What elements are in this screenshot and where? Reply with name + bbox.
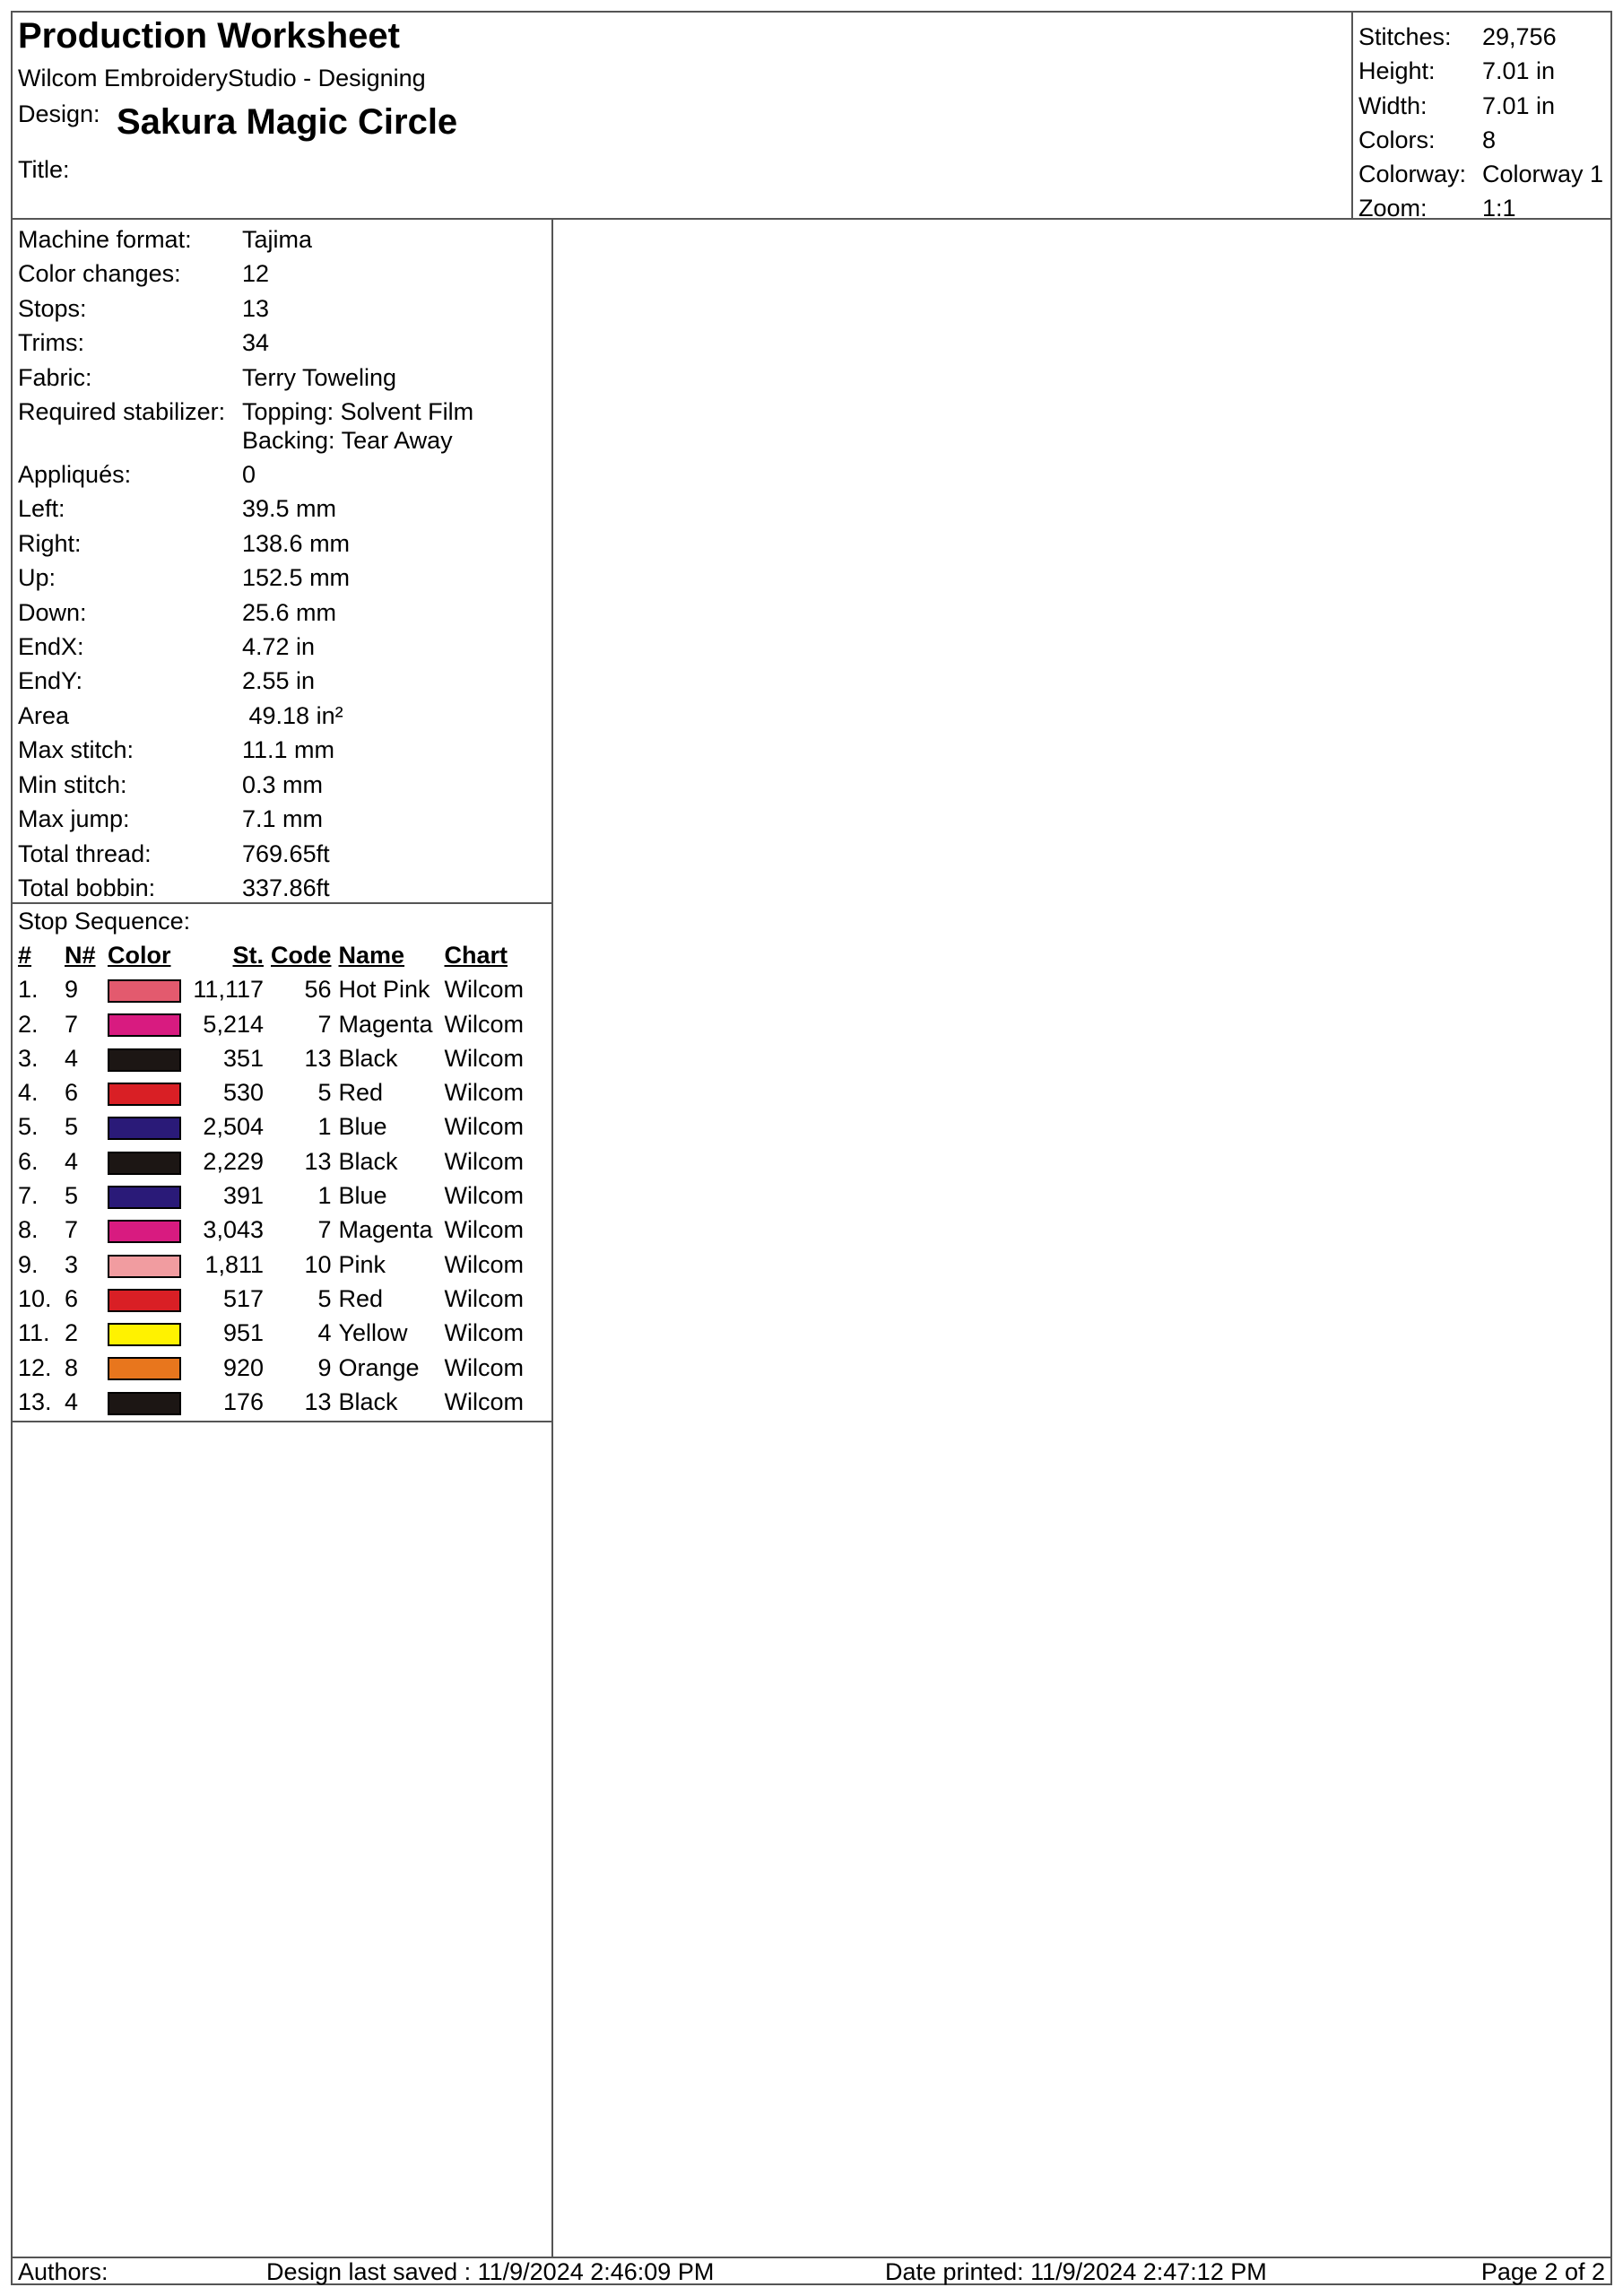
prop-label: Max jump:: [18, 805, 130, 833]
needle-number: 4: [65, 1147, 79, 1175]
stitch-count: 5,214: [203, 1010, 264, 1038]
thread-chart: Wilcom: [444, 1284, 524, 1312]
prop-label: Trims:: [18, 329, 84, 357]
stop-row: [16, 1075, 527, 1109]
col-header-color: Color: [108, 942, 171, 969]
worksheet-footer: [13, 2257, 1610, 2283]
color-swatch-cell: [104, 1007, 187, 1041]
prop-value: 34: [242, 329, 270, 357]
thread-chart: Wilcom: [444, 1250, 524, 1278]
stitch-count: 951: [222, 1319, 264, 1347]
footer-authors: Authors:: [18, 2258, 108, 2285]
stop-row: [16, 1213, 527, 1247]
prop-row: [13, 768, 551, 802]
prop-row: [13, 837, 551, 871]
stat-value: 8: [1482, 126, 1497, 153]
stop-row: [16, 972, 527, 1006]
stat-value: 1:1: [1482, 195, 1516, 222]
thread-name: Black: [338, 1044, 398, 1072]
prop-row: [13, 491, 551, 526]
stop-sequence-table: [16, 938, 527, 1419]
prop-row: [13, 257, 551, 291]
stitch-count: 3,043: [203, 1216, 264, 1244]
prop-value: 769.65ft: [242, 839, 330, 867]
color-swatch-cell: [104, 1178, 187, 1213]
stat-stitches: [1353, 20, 1610, 54]
thread-chart: Wilcom: [444, 1044, 524, 1072]
col-header-chart: Chart: [444, 942, 508, 969]
stop-index: 7.: [18, 1182, 39, 1210]
needle-number: 7: [65, 1010, 79, 1038]
stitch-count: 11,117: [193, 976, 264, 1004]
stop-index: 6.: [18, 1147, 39, 1175]
footer-last-saved: Design last saved : 11/9/2024 2:46:09 PM: [266, 2258, 715, 2285]
thread-name: Blue: [338, 1182, 387, 1210]
col-header-name: Name: [338, 942, 405, 969]
prop-label: Max stitch:: [18, 736, 135, 764]
prop-label: Color changes:: [18, 260, 181, 288]
col-header-stitches: St.: [232, 942, 264, 969]
needle-number: 5: [65, 1113, 79, 1141]
color-swatch: [108, 1323, 181, 1346]
prop-row: [13, 733, 551, 767]
stitch-count: 2,229: [203, 1147, 264, 1175]
prop-value: [242, 395, 551, 457]
color-swatch-cell: [104, 1282, 187, 1316]
thread-code: 13: [304, 1147, 332, 1175]
thread-code: 10: [304, 1250, 332, 1278]
color-swatch: [108, 1013, 181, 1037]
thread-name: Black: [338, 1147, 398, 1175]
stop-index: 1.: [18, 976, 39, 1004]
thread-chart: Wilcom: [444, 1147, 524, 1175]
prop-value: Terry Toweling: [242, 363, 397, 391]
prop-label: Required stabilizer:: [18, 398, 226, 426]
stat-value: 7.01 in: [1482, 57, 1556, 85]
design-label: Design:: [18, 100, 100, 127]
stat-colorway: [1353, 157, 1610, 191]
stat-label: Colors:: [1358, 126, 1436, 153]
color-swatch-cell: [104, 1385, 187, 1419]
stat-label: Stitches:: [1358, 23, 1452, 50]
prop-row: [13, 802, 551, 836]
stitch-count: 920: [222, 1353, 264, 1381]
prop-row: [13, 526, 551, 561]
prop-row: [13, 291, 551, 326]
thread-code: 4: [317, 1319, 332, 1347]
thread-name: Yellow: [338, 1319, 408, 1347]
stat-colors: [1353, 123, 1610, 157]
prop-row: [13, 361, 551, 395]
stat-value: 29,756: [1482, 23, 1557, 50]
color-swatch: [108, 1289, 181, 1312]
stop-row: [16, 1316, 527, 1350]
thread-chart: Wilcom: [444, 976, 524, 1004]
stop-table-header: [16, 938, 527, 972]
design-name: Sakura Magic Circle: [117, 102, 458, 142]
thread-chart: Wilcom: [444, 1079, 524, 1107]
prop-label: Left:: [18, 495, 65, 523]
stitch-count: 530: [222, 1079, 264, 1107]
thread-name: Orange: [338, 1353, 420, 1381]
stop-row: [16, 1282, 527, 1316]
thread-chart: Wilcom: [444, 1319, 524, 1347]
thread-name: Pink: [338, 1250, 386, 1278]
page-title: Production Worksheet: [18, 16, 400, 56]
color-swatch: [108, 1117, 181, 1140]
stop-index: 10.: [18, 1284, 52, 1312]
stop-sequence: [13, 902, 551, 1422]
worksheet-page: [11, 11, 1612, 2285]
thread-name: Black: [338, 1387, 398, 1415]
needle-number: 6: [65, 1079, 79, 1107]
thread-chart: Wilcom: [444, 1216, 524, 1244]
stop-row: [16, 1144, 527, 1178]
app-name: Wilcom EmbroideryStudio - Designing: [18, 65, 426, 91]
prop-label: Total thread:: [18, 839, 152, 867]
needle-number: 2: [65, 1319, 79, 1347]
color-swatch: [108, 1152, 181, 1175]
thread-name: Red: [338, 1284, 384, 1312]
stop-row: [16, 1385, 527, 1419]
thread-code: 56: [304, 976, 332, 1004]
prop-value: 25.6 mm: [242, 598, 337, 626]
needle-number: 4: [65, 1044, 79, 1072]
stop-index: 2.: [18, 1010, 39, 1038]
prop-value: 12: [242, 260, 270, 288]
stat-label: Width:: [1358, 91, 1428, 119]
stop-row: [16, 1109, 527, 1144]
prop-row: [13, 699, 551, 733]
stop-sequence-title: Stop Sequence:: [18, 908, 191, 935]
thread-name: Hot Pink: [338, 976, 430, 1004]
prop-label: Min stitch:: [18, 770, 127, 798]
needle-number: 8: [65, 1353, 79, 1381]
col-header-needle: N#: [65, 942, 96, 969]
color-swatch-cell: [104, 1248, 187, 1282]
color-swatch: [108, 1392, 181, 1415]
prop-value: 138.6 mm: [242, 529, 351, 557]
footer-page-number: Page 2 of 2: [1480, 2258, 1605, 2285]
prop-label: Stops:: [18, 294, 87, 322]
prop-label: Fabric:: [18, 363, 92, 391]
stop-index: 8.: [18, 1216, 39, 1244]
stop-index: 13.: [18, 1387, 52, 1415]
stabilizer-backing: Backing: Tear Away: [242, 427, 453, 455]
thread-name: Magenta: [338, 1010, 433, 1038]
color-swatch: [108, 1357, 181, 1380]
stop-index: 3.: [18, 1044, 39, 1072]
stop-row: [16, 1041, 527, 1075]
color-swatch-cell: [104, 1316, 187, 1350]
prop-value: 0.3 mm: [242, 770, 324, 798]
color-swatch-cell: [104, 1041, 187, 1075]
prop-value: 39.5 mm: [242, 495, 337, 523]
design-stats: [1351, 13, 1610, 222]
stat-label: Height:: [1358, 57, 1436, 85]
title-label: Title:: [18, 156, 70, 183]
details-column: [13, 218, 553, 2257]
stop-row: [16, 1248, 527, 1282]
stop-table-body: [16, 972, 527, 1419]
prop-row: [13, 871, 551, 905]
color-swatch-cell: [104, 1075, 187, 1109]
prop-value: 152.5 mm: [242, 564, 351, 592]
prop-value: 4.72 in: [242, 633, 316, 661]
stat-value: Colorway 1: [1482, 161, 1604, 188]
needle-number: 4: [65, 1387, 79, 1415]
prop-row: [13, 596, 551, 630]
prop-label: Right:: [18, 529, 82, 557]
machine-properties: [13, 222, 551, 905]
footer-date-printed: Date printed: 11/9/2024 2:47:12 PM: [885, 2258, 1267, 2285]
prop-row: [13, 561, 551, 595]
color-swatch-cell: [104, 1144, 187, 1178]
thread-code: 13: [304, 1044, 332, 1072]
thread-chart: Wilcom: [444, 1010, 524, 1038]
stitch-count: 1,811: [204, 1250, 264, 1278]
col-header-code: Code: [271, 942, 332, 969]
thread-chart: Wilcom: [444, 1353, 524, 1381]
prop-label: Area: [18, 701, 70, 729]
stitch-count: 176: [222, 1387, 264, 1415]
thread-code: 13: [304, 1387, 332, 1415]
stop-index: 9.: [18, 1250, 39, 1278]
thread-code: 5: [317, 1284, 332, 1312]
prop-label: Appliqués:: [18, 461, 132, 489]
stop-index: 5.: [18, 1113, 39, 1141]
thread-chart: Wilcom: [444, 1182, 524, 1210]
thread-code: 1: [317, 1182, 332, 1210]
prop-label: EndX:: [18, 633, 84, 661]
needle-number: 6: [65, 1284, 79, 1312]
stat-label: Zoom:: [1358, 195, 1428, 222]
prop-label: Total bobbin:: [18, 874, 156, 901]
thread-code: 1: [317, 1113, 332, 1141]
color-swatch: [108, 1083, 181, 1106]
color-swatch-cell: [104, 1351, 187, 1385]
thread-code: 7: [317, 1010, 332, 1038]
prop-value: 2.55 in: [242, 667, 316, 695]
stop-row: [16, 1007, 527, 1041]
prop-value: 0: [242, 461, 256, 489]
col-header-index: #: [18, 942, 32, 969]
prop-row: [13, 222, 551, 257]
thread-code: 7: [317, 1216, 332, 1244]
color-swatch: [108, 1220, 181, 1243]
stitch-count: 351: [222, 1044, 264, 1072]
stop-index: 12.: [18, 1353, 52, 1381]
prop-value: 7.1 mm: [242, 805, 324, 833]
needle-number: 9: [65, 976, 79, 1004]
prop-row: [13, 630, 551, 664]
prop-value: 337.86ft: [242, 874, 330, 901]
prop-value: Tajima: [242, 226, 313, 253]
stat-label: Colorway:: [1358, 161, 1467, 188]
prop-row-stabilizer: [13, 395, 551, 457]
color-swatch: [108, 979, 181, 1003]
thread-name: Magenta: [338, 1216, 433, 1244]
worksheet-header: [13, 13, 1610, 220]
thread-chart: Wilcom: [444, 1387, 524, 1415]
stabilizer-topping: Topping: Solvent Film: [242, 398, 474, 426]
prop-label: Down:: [18, 598, 87, 626]
stat-height: [1353, 54, 1610, 88]
color-swatch-cell: [104, 972, 187, 1006]
stop-index: 11.: [18, 1319, 50, 1347]
color-swatch: [108, 1048, 181, 1072]
stat-width: [1353, 89, 1610, 123]
stitch-count: 2,504: [203, 1113, 264, 1141]
stop-row: [16, 1351, 527, 1385]
stop-row: [16, 1178, 527, 1213]
prop-label: Machine format:: [18, 226, 192, 253]
stitch-count: 517: [222, 1284, 264, 1312]
needle-number: 5: [65, 1182, 79, 1210]
prop-label: EndY:: [18, 667, 83, 695]
stitch-count: 391: [222, 1182, 264, 1210]
thread-chart: Wilcom: [444, 1113, 524, 1141]
color-swatch: [108, 1255, 181, 1278]
stat-value: 7.01 in: [1482, 91, 1556, 119]
stop-index: 4.: [18, 1079, 39, 1107]
color-swatch-cell: [104, 1109, 187, 1144]
prop-value: 49.18 in²: [242, 701, 343, 729]
prop-row: [13, 326, 551, 360]
thread-code: 5: [317, 1079, 332, 1107]
thread-code: 9: [317, 1353, 332, 1381]
prop-value: 13: [242, 294, 270, 322]
prop-value: 11.1 mm: [242, 736, 335, 764]
color-swatch-cell: [104, 1213, 187, 1247]
prop-row: [13, 457, 551, 491]
thread-name: Blue: [338, 1113, 387, 1141]
prop-label: Up:: [18, 564, 56, 592]
color-swatch: [108, 1186, 181, 1209]
needle-number: 3: [65, 1250, 79, 1278]
thread-name: Red: [338, 1079, 384, 1107]
needle-number: 7: [65, 1216, 79, 1244]
stat-zoom: [1353, 191, 1610, 225]
prop-row: [13, 664, 551, 698]
